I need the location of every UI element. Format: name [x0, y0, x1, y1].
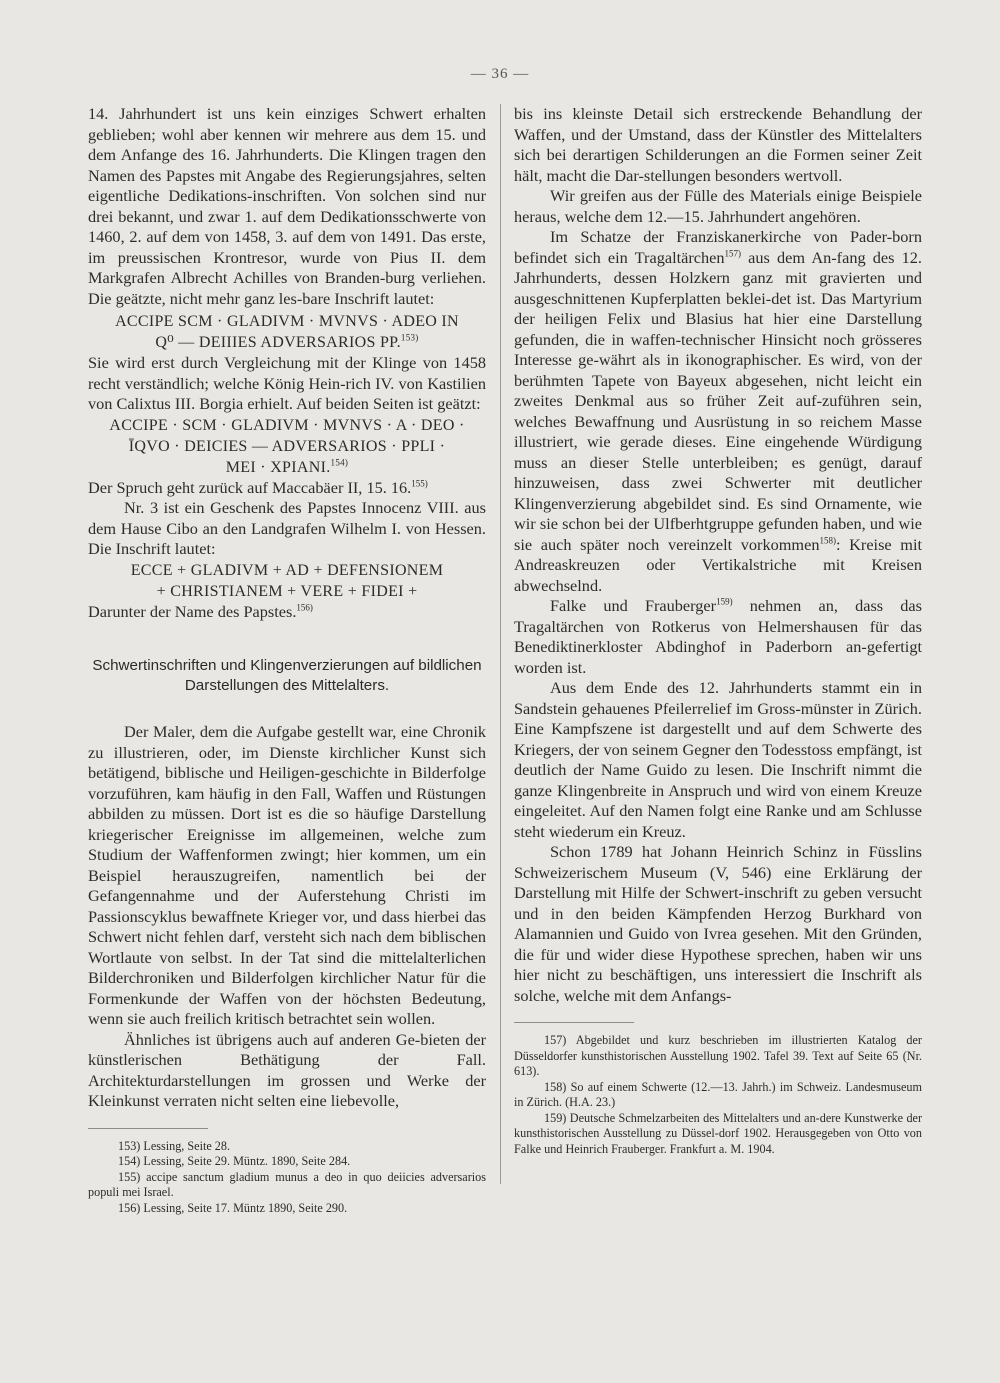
right-paragraph-5: Aus dem Ende des 12. Jahrhunderts stammt ein in Sandstein gehauenes Pfeilerrelief im Gross-münster in Zürich. Eine Kampfszene ist dargestellt und auf dem Schwerte des Kriegers, der von seinem Gegner den Todesstoss empfängt, ist deutlich der Name Guido zu lesen. Die Inschrift nimmt die ganze Klingenbreite in Anspruch und wird von einem Kreuze eingeleitet. Auf den Namen folgt eine Ranke und am Schlusse steht wiederum ein Kreuz.: [514, 678, 922, 841]
right-paragraph-1: bis ins kleinste Detail sich erstreckende Behandlung der Waffen, und der Umstand, dass der Künstler des Mittelalters sich bei derartigen Schilderungen an die Formen seiner Zeit hält, macht die Dar-stellungen besonders wertvoll.: [514, 104, 922, 185]
left-paragraph-1: 14. Jahrhundert ist uns kein einziges Schwert erhalten geblieben; wohl aber kennen wir mehrere aus dem 15. und dem Anfange des 16. Jahrhunderts. Die Klingen tragen den Namen des Papstes mit Angabe des Regierungsjahres, selten eigentliche Dedikations-inschriften. Von solchen sind nur drei bekannt, und zwar 1. auf dem Dedikationsschwerte von 1460, 2. auf dem von 1458, 3. auf dem von 1491. Das erste, im preussischen Krontresor, wurde von Pius II. dem Markgrafen Albrecht Achilles von Branden-burg verliehen. Die geätzte, nicht mehr ganz les-bare Inschrift lautet:: [88, 104, 486, 308]
right-paragraph-3-text-b: aus dem An-fang des 12. Jahrhunderts, dessen Holzkern ganz mit gravierten und ausgeschnittenen Kupferplatten beklei-det ist. Das Martyrium der heiligen Felix und Blasius hat hier eine Darstellung gefunden, die in waffen-technischer Hinsicht noch grösseres Interesse ge-währt als in ikonographischer. Es wird, von der berühmten Tapete von Bayeux abgesehen, nicht leicht ein zweites Denkmal aus so früher Zeit auf-zuführen sein, welches Bewaffnung und Ausrüstung in so reichem Masse illustriert, wie gerade dieses. Eine eingehende Würdigung muss an dieser Stelle unterbleiben; es genügt, darauf hinzuweisen, dass zwei Schwerter mit deutlicher Klingenverzierung abgebildet sind. Es sind Ornamente, wie wir sie schon bei der Ulfberhtgruppe gefunden haben, und wie sie auch später noch vereinzelt vorkommen: [514, 247, 922, 554]
left-paragraph-3: [88, 478, 486, 499]
left-paragraph-5-text: Darunter der Name des Papstes.: [88, 601, 297, 621]
right-paragraph-3: [514, 227, 922, 596]
inscription-3-line-2: + CHRISTIANEM + VERE + FIDEI +: [156, 582, 418, 600]
inscription-2-line-3-text: MEI · XPIANI.: [225, 458, 331, 476]
footnote-154: 154) Lessing, Seite 29. Müntz. 1890, Seite 284.: [118, 1154, 351, 1168]
footnote-ref-156: 156): [296, 602, 313, 613]
right-paragraph-4-text-a: Falke und Frauberger: [550, 596, 717, 615]
column-divider: [500, 104, 501, 1184]
left-paragraph-3-text: Der Spruch geht zurück auf Maccabäer II, 15. 16.: [88, 477, 412, 497]
footnote-159: 159) Deutsche Schmelzarbeiten des Mittelalters und an-dere Kunstwerke der kunsthistorischen Ausstellung zu Düssel-dorf 1902. Herausgegeben von Otto von Falke und Heinrich Frauberger. Frankfurt a. M. 1904.: [514, 1110, 922, 1156]
footnote-ref-154: 154): [330, 457, 349, 468]
left-paragraph-5: [88, 602, 486, 623]
right-paragraph-4: [514, 596, 922, 678]
footnote-153: 153) Lessing, Seite 28.: [118, 1138, 231, 1153]
right-paragraph-2: Wir greifen aus der Fülle des Materials einige Beispiele heraus, welche dem 12.—15. Jahrhundert angehören.: [514, 186, 922, 226]
footnote-157: 157) Abgebildet und kurz beschrieben im illustrierten Katalog der Düsseldorfer kunsthistorischen Ausstellung 1902. Tafel 39. Text auf Seite 65 (Nr. 613).: [514, 1033, 922, 1078]
inscription-2-line-2: ĪQVO · DEICIES — ADVERSARIOS · PPLI ·: [128, 437, 446, 455]
section-heading: Schwertinschriften und Klingenverzierungen auf bildlichen Darstellungen des Mittelalters.: [92, 657, 482, 694]
left-paragraph-4: Nr. 3 ist ein Geschenk des Papstes Innocenz VIII. aus dem Hause Cibo an den Landgrafen Wilhelm I. von Hessen. Die Inschrift lautet:: [88, 498, 486, 558]
right-footnote-rule: [514, 1022, 634, 1023]
footnote-ref-157: 157): [724, 248, 741, 259]
footnote-ref-153: 153): [400, 332, 419, 343]
footnote-156: 156) Lessing, Seite 17. Müntz 1890, Seite 290.: [118, 1200, 348, 1215]
left-paragraph-2: Sie wird erst durch Vergleichung mit der Klinge von 1458 recht verständlich; welche König Hein-rich IV. von Kastilien von Calixtus III. Borgia erhielt. Auf beiden Seiten ist geätzt:: [88, 353, 486, 413]
footnote-158: 158) So auf einem Schwerte (12.—13. Jahrh.) im Schweiz. Landesmuseum in Zürich. (H.A. 23.): [514, 1079, 922, 1109]
right-paragraph-3-text-c: : Kreise mit Andreaskreuzen oder Vertikalstriche mit Kreisen abwechselnd.: [514, 534, 922, 595]
left-paragraph-7: Ähnliches ist übrigens auch auf anderen Ge-bieten der künstlerischen Bethätigung der Fall. Architekturdarstellungen im grossen und Werke der Kleinkunst verraten nicht selten eine liebevolle,: [88, 1029, 486, 1110]
inscription-2-line-3: [88, 457, 486, 478]
right-paragraph-3-text-a: Im Schatze der Franziskanerkirche von Pader-born befindet sich ein Tragaltärchen: [514, 227, 922, 267]
footnote-ref-159: 159): [716, 596, 733, 607]
left-footnote-rule: [88, 1128, 208, 1129]
left-paragraph-6: Der Maler, dem die Aufgabe gestellt war, eine Chronik zu illustrieren, oder, im Dienste kirchlicher Kunst sich betätigend, biblische und Heiligen-geschichte in Bilderfolge vorzuführen, kam häufig in den Fall, Waffen und Rüstungen abbilden zu müssen. Dort ist es die so häufige Darstellung kriegerischer Ereignisse im allgemeinen, welche zum Studium der Waffenformen zwingt; hier kommen, um ein Beispiel herauszugreifen, namentlich bei der Gefangennahme und der Auferstehung Christi im Passionscyklus bewaffnete Krieger vor, und dass hierbei das Schwert nicht fehlen darf, versteht sich nach dem biblischen Wortlaute von selbst. In der Tat sind die mittelalterlichen Bilderchroniken und Bilderfolgen kirchlicher Natur für die Formenkunde der Waffen von der höchsten Bedeutung, wenn sie auch freilich kritisch betrachtet sein wollen.: [88, 722, 486, 1028]
page-number: — 36 —: [470, 66, 530, 82]
footnote-155: 155) accipe sanctum gladium munus a deo in quo deiicies adversarios populi mei Israel.: [88, 1169, 486, 1199]
left-column: [88, 104, 486, 1216]
inscription-1-line-1: ACCIPE SCM · GLADIVM · MVNVS · ADEO IN: [115, 313, 459, 330]
right-paragraph-4-text-b: nehmen an, dass das Tragaltärchen von Rotkerus von Helmershausen für das Benediktinerkloster Abdinghof in Paderborn an-gefertigt worden ist.: [514, 596, 922, 677]
right-paragraph-6: Schon 1789 hat Johann Heinrich Schinz in Füsslins Schweizerischem Museum (V, 546) eine Erklärung der Darstellung mit Hilfe der Schwert-inschrift zu geben versucht und in den beiden Kämpfenden Herzog Burkhard von Alamannien und Guido von Ivrea gesehen. Mit den Gründen, die für und wider diese Hypothese sprechen, haben wir uns hier nicht zu beschäftigen, uns interessiert die Inschrift als solche, welche mit dem Anfangs-: [514, 842, 922, 1005]
footnote-ref-158: 158): [819, 535, 836, 546]
right-column: [514, 104, 922, 1157]
inscription-1-line-2-text: Q⁰ — DEIIIES ADVERSARIOS PP.: [155, 334, 401, 351]
inscription-2-line-1: ACCIPE · SCM · GLADIVM · MVNVS · A · DEO ·: [109, 416, 465, 434]
inscription-1-line-2: [88, 332, 486, 353]
footnote-ref-155: 155): [411, 478, 428, 489]
inscription-3-line-1: ECCE + GLADIVM + AD + DEFENSIONEM: [130, 561, 444, 579]
